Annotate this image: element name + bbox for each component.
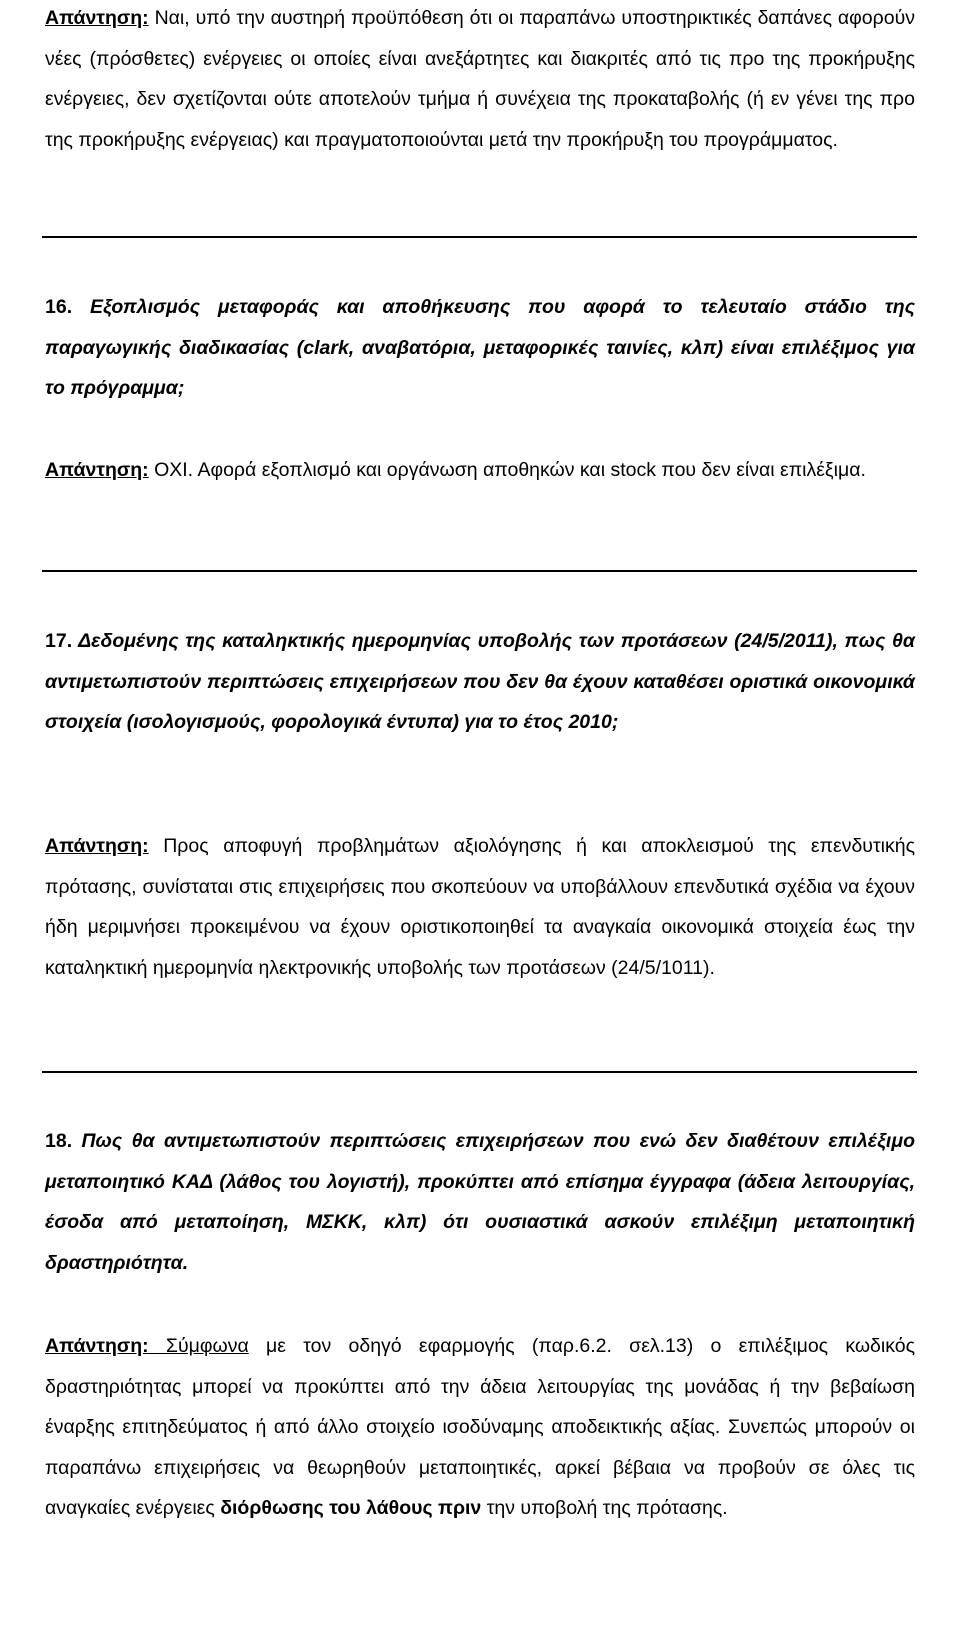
answer-text-bold: διόρθωσης του λάθους πριν [220,1497,482,1519]
separator-line [42,1071,917,1073]
answer-17 [45,826,915,988]
answer-label: Απάντηση: [45,1335,149,1357]
question-17 [45,621,915,743]
question-text: Δεδομένης της καταληκτικής ημερομηνίας υποβολής των προτάσεων (24/5/2011), πως θα αντιμετωπιστούν περιπτώσεις επιχειρήσεων που δεν θα έχουν καταθέσει οριστικά οικονομικά στοιχεία (ισολογισμούς, φορολογικά έντυπα) για το έτος 2010; [45,630,915,733]
separator-line [42,236,917,238]
answer-text: Ναι, υπό την αυστηρή προϋπόθεση ότι οι παραπάνω υποστηρικτικές δαπάνες αφορούν νέες (πρόσθετες) ενέργειες οι οποίες είναι ανεξάρτητες και διακριτές από τις προ της προκήρυξης ενέργειες, δεν σχετίζονται ούτε αποτελούν τμήμα ή συνέχεια της προκαταβολής (ή εν γένει της προ της προκήρυξης ενέργειας) και πραγματοποιούνται μετά την προκήρυξη του προγράμματος. [45,7,915,151]
separator-line [42,570,917,572]
question-number: 17. [45,630,73,652]
question-18 [45,1121,915,1283]
answer-text: ΟΧΙ. Αφορά εξοπλισμό και οργάνωση αποθηκών και stock που δεν είναι επιλέξιμα. [148,459,866,481]
answer-text-underlined: Σύμφωνα [148,1335,249,1357]
answer-block-15 [45,0,915,160]
answer-label: Απάντηση: [45,7,149,29]
answer-text: με τον οδηγό εφαρμογής (παρ.6.2. σελ.13) ο επιλέξιμος κωδικός δραστηριότητας μπορεί να προκύπτει από την άδεια λειτουργίας της μονάδας ή την βεβαίωση έναρξης επιτηδεύματος ή από άλλο στοιχείο ισοδύναμης αποδεικτικής αξίας. Συνεπώς μπορούν οι παραπάνω επιχειρήσεις να θεωρηθούν μεταποιητικές, αρκεί βέβαια να προβούν σε όλες τις αναγκαίες ενέργειες [45,1335,915,1519]
answer-16 [45,450,915,491]
question-text: Εξοπλισμός μεταφοράς και αποθήκευσης που αφορά το τελευταίο στάδιο της παραγωγικής διαδικασίας (clark, αναβατόρια, μεταφορικές ταινίες, κλπ) είναι επιλέξιμος για το πρόγραμμα; [45,296,915,399]
answer-label: Απάντηση: [45,459,149,481]
answer-text: Προς αποφυγή προβλημάτων αξιολόγησης ή και αποκλεισμού της επενδυτικής πρότασης, συνίσταται στις επιχειρήσεις που σκοπεύουν να υποβάλλουν επενδυτικά σχέδια να έχουν ήδη μεριμνήσει προκειμένου να έχουν οριστικοποιηθεί τα αναγκαία οικονομικά στοιχεία έως την καταληκτική ημερομηνία ηλεκτρονικής υποβολής των προτάσεων (24/5/1011). [45,835,915,979]
question-text: Πως θα αντιμετωπιστούν περιπτώσεις επιχειρήσεων που ενώ δεν διαθέτουν επιλέξιμο μεταποιητικό ΚΑΔ (λάθος του λογιστή), προκύπτει από επίσημα έγγραφα (άδεια λειτουργίας, έσοδα από μεταποίηση, ΜΣΚΚ, κλπ) ότι ουσιαστικά ασκούν επιλέξιμη μεταποιητική δραστηριότητα. [45,1130,915,1274]
answer-text-end: την υποβολή της πρότασης. [481,1497,728,1519]
question-number: 16. [45,296,73,318]
answer-18 [45,1326,915,1529]
question-number: 18. [45,1130,73,1152]
answer-label: Απάντηση: [45,835,149,857]
question-16 [45,287,915,409]
